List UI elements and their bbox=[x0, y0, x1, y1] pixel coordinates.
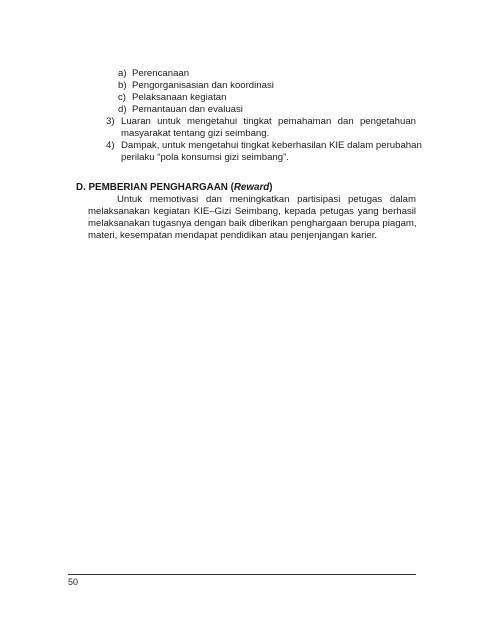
list-item-text: perilaku “pola konsumsi gizi seimbang”. bbox=[121, 152, 289, 163]
list-marker: b) bbox=[118, 80, 127, 91]
section-heading bbox=[76, 182, 273, 194]
list-item-text: masyarakat tentang gizi seimbang. bbox=[121, 128, 270, 139]
list-marker: d) bbox=[118, 104, 127, 115]
list-item-text: Perencanaan bbox=[132, 68, 190, 79]
list-item-text: Pengorganisasian dan koordinasi bbox=[132, 80, 274, 91]
list-item-text: Dampak, untuk mengetahui tingkat keberhasilan KIE dalam perubahan bbox=[121, 140, 422, 151]
paragraph-line: melaksanakan kegiatan KIE–Gizi Seimbang, kepada petugas yang berhasil bbox=[88, 206, 416, 217]
list-item bbox=[118, 104, 243, 116]
list-item-text: Pemantauan dan evaluasi bbox=[132, 104, 243, 115]
list-item bbox=[118, 80, 274, 92]
section-heading-text: D. PEMBERIAN PENGHARGAAN ( bbox=[76, 182, 234, 193]
footer-divider bbox=[68, 574, 416, 575]
section-heading-close: ) bbox=[269, 182, 273, 193]
paragraph-line: melaksanakan tugasnya dengan baik diberikan penghargaan berupa piagam, bbox=[88, 218, 417, 229]
list-item-text: Luaran untuk mengetahui tingkat pemahaman dan pengetahuan bbox=[121, 116, 416, 127]
paragraph-line: materi, kesempatan mendapat pendidikan atau penjenjangan karier. bbox=[88, 230, 378, 241]
list-item bbox=[118, 68, 190, 80]
list-marker: 3) bbox=[106, 116, 115, 127]
list-marker: a) bbox=[118, 68, 127, 79]
list-marker: c) bbox=[118, 92, 126, 103]
section-heading-italic: Reward bbox=[233, 182, 270, 193]
list-item-text: Pelaksanaan kegiatan bbox=[132, 92, 227, 103]
page-number: 50 bbox=[68, 577, 79, 587]
paragraph-line: Untuk memotivasi dan meningkatkan partisipasi petugas dalam bbox=[117, 194, 416, 205]
list-item bbox=[118, 92, 227, 104]
list-marker: 4) bbox=[106, 140, 115, 151]
